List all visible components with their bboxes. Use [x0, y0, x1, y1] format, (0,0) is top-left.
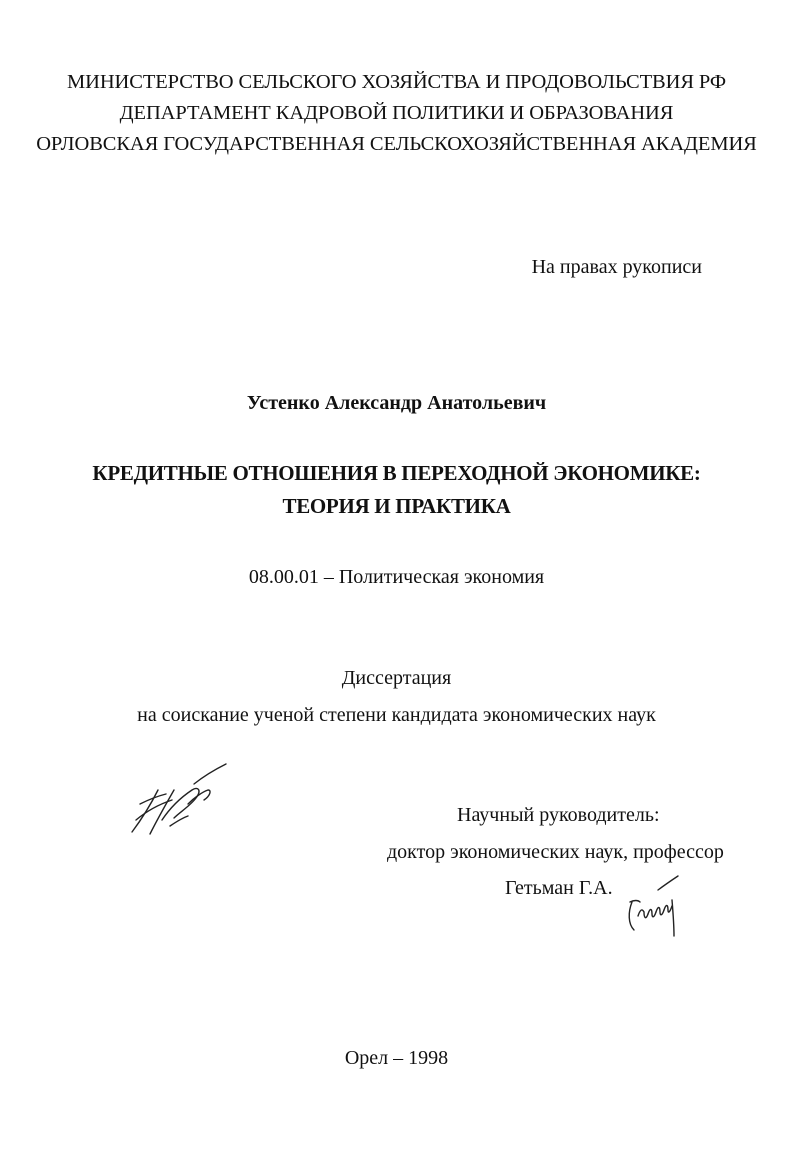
supervisor-signature: [618, 872, 688, 942]
supervisor-name: Гетьман Г.А.: [505, 877, 613, 899]
supervisor-degree: доктор экономических наук, профессор: [387, 841, 724, 863]
department-heading: ДЕПАРТАМЕНТ КАДРОВОЙ ПОЛИТИКИ И ОБРАЗОВАНИЯ: [119, 102, 674, 124]
author-signature: [118, 760, 238, 840]
manuscript-note: На правах рукописи: [531, 256, 702, 278]
city-year: Орел – 1998: [344, 1047, 449, 1069]
ministry-heading: МИНИСТЕРСТВО СЕЛЬСКОГО ХОЗЯЙСТВА И ПРОДОВОЛЬСТВИЯ РФ: [67, 71, 726, 93]
author-name: Устенко Александр Анатольевич: [246, 392, 547, 414]
academy-heading: ОРЛОВСКАЯ ГОСУДАРСТВЕННАЯ СЕЛЬСКОХОЗЯЙСТВЕННАЯ АКАДЕМИЯ: [36, 133, 757, 155]
dissertation-purpose: на соискание ученой степени кандидата экономических наук: [137, 704, 656, 726]
title-line-1: КРЕДИТНЫЕ ОТНОШЕНИЯ В ПЕРЕХОДНОЙ ЭКОНОМИКЕ:: [92, 461, 701, 485]
supervisor-label: Научный руководитель:: [457, 804, 660, 826]
title-line-2: ТЕОРИЯ И ПРАКТИКА: [282, 494, 511, 518]
dissertation-label: Диссертация: [341, 667, 452, 689]
specialty-code: 08.00.01 – Политическая экономия: [248, 566, 545, 588]
